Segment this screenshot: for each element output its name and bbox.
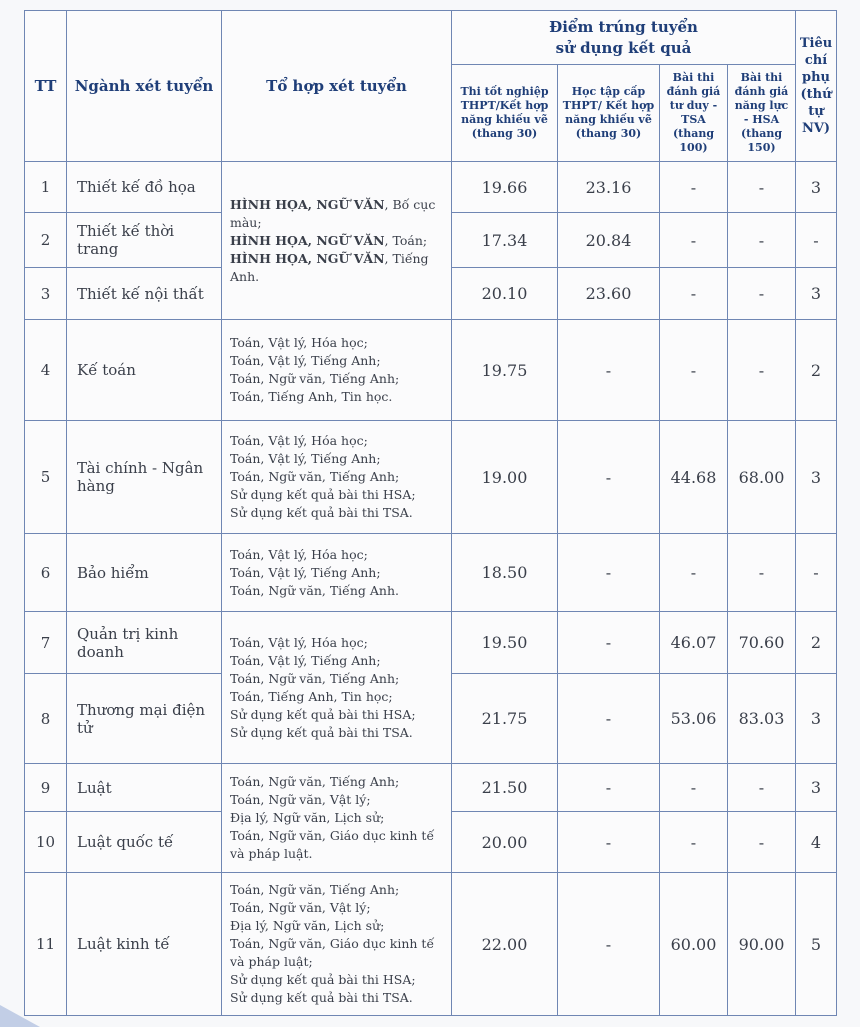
row-criteria: 3 (796, 421, 837, 534)
table-row (25, 612, 837, 674)
row-major: Tài chính - Ngân hàng (67, 421, 222, 534)
table-row (25, 162, 837, 213)
row-tt: 11 (25, 873, 67, 1016)
row-hoctap: 23.60 (558, 268, 660, 320)
row-tsa: 44.68 (660, 421, 728, 534)
row-criteria: 4 (796, 812, 837, 873)
combination-design (222, 162, 452, 320)
row-criteria: 3 (796, 674, 837, 764)
combination-line: HÌNH HỌA, NGỮ VĂN, Bố cục màu; (230, 196, 436, 230)
combination-line: Toán, Vật lý, Hóa học; (230, 335, 368, 350)
admission-score-table-page (24, 10, 836, 1016)
combination-business (222, 612, 452, 764)
row-tt: 2 (25, 213, 67, 268)
row-hoctap: - (558, 674, 660, 764)
combination-line: Toán, Ngữ văn, Tiếng Anh; (230, 469, 400, 484)
combination-finance (222, 421, 452, 534)
row-hsa: - (728, 320, 796, 421)
row-tt: 10 (25, 812, 67, 873)
row-hsa: - (728, 764, 796, 812)
combination-line: Địa lý, Ngữ văn, Lịch sử; (230, 918, 385, 933)
row-hoctap: - (558, 764, 660, 812)
header-hsa: Bài thi đánh giá năng lực - HSA (thang 150) (728, 65, 796, 162)
combination-line: Toán, Ngữ văn, Tiếng Anh; (230, 371, 400, 386)
row-tt: 4 (25, 320, 67, 421)
row-tsa: - (660, 213, 728, 268)
combination-line: Sử dụng kết quả bài thi HSA; (230, 706, 416, 722)
header-thpt: Thi tốt nghiệp THPT/Kết hợp năng khiếu vẽ (thang 30) (452, 65, 558, 162)
row-tt: 6 (25, 534, 67, 612)
combination-line: Toán, Ngữ văn, Tiếng Anh; (230, 670, 400, 686)
row-major: Thương mại điện tử (67, 674, 222, 764)
corner-decoration (0, 1005, 40, 1027)
combination-line: HÌNH HỌA, NGỮ VĂN, Tiếng Anh. (230, 250, 429, 284)
combination-line: Toán, Vật lý, Hóa học; (230, 634, 368, 650)
row-hsa: 68.00 (728, 421, 796, 534)
row-hoctap: - (558, 873, 660, 1016)
row-criteria: - (796, 534, 837, 612)
header-tt: TT (25, 11, 67, 162)
row-hoctap: 20.84 (558, 213, 660, 268)
row-criteria: 3 (796, 162, 837, 213)
row-tt: 9 (25, 764, 67, 812)
row-hsa: - (728, 213, 796, 268)
combination-line: và pháp luật. (230, 846, 313, 861)
row-hsa: 90.00 (728, 873, 796, 1016)
combination-line: Toán, Tiếng Anh, Tin học. (230, 389, 393, 404)
row-major: Thiết kế thời trang (67, 213, 222, 268)
row-hoctap: - (558, 612, 660, 674)
row-hoctap: - (558, 812, 660, 873)
row-tsa: - (660, 320, 728, 421)
combination-line: Toán, Ngữ văn, Vật lý; (230, 900, 371, 915)
row-major: Quản trị kinh doanh (67, 612, 222, 674)
row-hsa: - (728, 268, 796, 320)
row-tsa: - (660, 764, 728, 812)
header-major: Ngành xét tuyển (67, 11, 222, 162)
combination-line: Toán, Ngữ văn, Giáo dục kinh tế (230, 828, 435, 843)
combination-line: Sử dụng kết quả bài thi TSA. (230, 990, 413, 1005)
row-hoctap: - (558, 421, 660, 534)
row-hsa: - (728, 162, 796, 213)
combination-econlaw (222, 873, 452, 1016)
header-criteria: Tiêu chí phụ (thứ tự NV) (796, 11, 837, 162)
combination-line: và pháp luật; (230, 954, 313, 969)
row-thpt: 21.50 (452, 764, 558, 812)
row-hoctap: 23.16 (558, 162, 660, 213)
row-criteria: 2 (796, 320, 837, 421)
row-tsa: - (660, 268, 728, 320)
header-score-group: Điểm trúng tuyển sử dụng kết quả (452, 11, 796, 65)
combination-line: Toán, Vật lý, Hóa học; (230, 433, 368, 448)
row-tsa: 53.06 (660, 674, 728, 764)
row-tsa: 46.07 (660, 612, 728, 674)
combination-line: Toán, Vật lý, Tiếng Anh; (230, 652, 381, 668)
combination-line: HÌNH HỌA, NGỮ VĂN, Toán; (230, 232, 428, 248)
row-thpt: 18.50 (452, 534, 558, 612)
row-tsa: - (660, 162, 728, 213)
table-row (25, 764, 837, 812)
table-row (25, 320, 837, 421)
header-hoctap: Học tập cấp THPT/ Kết hợp năng khiếu vẽ (thang 30) (558, 65, 660, 162)
row-thpt: 21.75 (452, 674, 558, 764)
row-thpt: 20.00 (452, 812, 558, 873)
combination-line: Toán, Vật lý, Tiếng Anh; (230, 451, 381, 466)
combination-line: Sử dụng kết quả bài thi HSA; (230, 972, 416, 987)
header-tsa: Bài thi đánh giá tư duy - TSA (thang 100) (660, 65, 728, 162)
row-thpt: 17.34 (452, 213, 558, 268)
row-hsa: - (728, 534, 796, 612)
combination-law (222, 764, 452, 873)
header-combination: Tổ hợp xét tuyển (222, 11, 452, 162)
row-major: Thiết kế nội thất (67, 268, 222, 320)
row-tt: 7 (25, 612, 67, 674)
row-major: Thiết kế đồ họa (67, 162, 222, 213)
row-major: Bảo hiểm (67, 534, 222, 612)
row-major: Luật quốc tế (67, 812, 222, 873)
row-criteria: 2 (796, 612, 837, 674)
row-hsa: 70.60 (728, 612, 796, 674)
row-major: Luật kinh tế (67, 873, 222, 1016)
row-thpt: 22.00 (452, 873, 558, 1016)
combination-line: Toán, Tiếng Anh, Tin học; (230, 688, 393, 704)
row-tsa: - (660, 534, 728, 612)
combination-insurance (222, 534, 452, 612)
combination-line: Sử dụng kết quả bài thi TSA. (230, 505, 413, 520)
row-major: Luật (67, 764, 222, 812)
row-thpt: 19.00 (452, 421, 558, 534)
combination-line: Toán, Ngữ văn, Tiếng Anh; (230, 882, 400, 897)
combination-line: Sử dụng kết quả bài thi TSA. (230, 724, 413, 740)
combination-accounting (222, 320, 452, 421)
table-row (25, 421, 837, 534)
combination-line: Toán, Ngữ văn, Tiếng Anh; (230, 774, 400, 789)
row-tsa: 60.00 (660, 873, 728, 1016)
combination-line: Sử dụng kết quả bài thi HSA; (230, 487, 416, 502)
row-criteria: 3 (796, 268, 837, 320)
combination-line: Toán, Ngữ văn, Tiếng Anh. (230, 582, 399, 598)
table-row (25, 534, 837, 612)
combination-line: Địa lý, Ngữ văn, Lịch sử; (230, 810, 385, 825)
row-hoctap: - (558, 320, 660, 421)
row-thpt: 20.10 (452, 268, 558, 320)
row-tt: 1 (25, 162, 67, 213)
combination-line: Toán, Ngữ văn, Giáo dục kinh tế (230, 936, 435, 951)
row-tsa: - (660, 812, 728, 873)
table-row (25, 873, 837, 1016)
row-criteria: - (796, 213, 837, 268)
row-thpt: 19.50 (452, 612, 558, 674)
combination-line: Toán, Vật lý, Tiếng Anh; (230, 353, 381, 368)
row-major: Kế toán (67, 320, 222, 421)
row-hsa: - (728, 812, 796, 873)
row-tt: 3 (25, 268, 67, 320)
row-tt: 8 (25, 674, 67, 764)
row-criteria: 5 (796, 873, 837, 1016)
row-tt: 5 (25, 421, 67, 534)
combination-line: Toán, Vật lý, Hóa học; (230, 546, 368, 562)
row-criteria: 3 (796, 764, 837, 812)
combination-line: Toán, Vật lý, Tiếng Anh; (230, 564, 381, 580)
row-thpt: 19.75 (452, 320, 558, 421)
row-hsa: 83.03 (728, 674, 796, 764)
admission-score-table (24, 10, 837, 1016)
row-hoctap: - (558, 534, 660, 612)
row-thpt: 19.66 (452, 162, 558, 213)
combination-line: Toán, Ngữ văn, Vật lý; (230, 792, 371, 807)
